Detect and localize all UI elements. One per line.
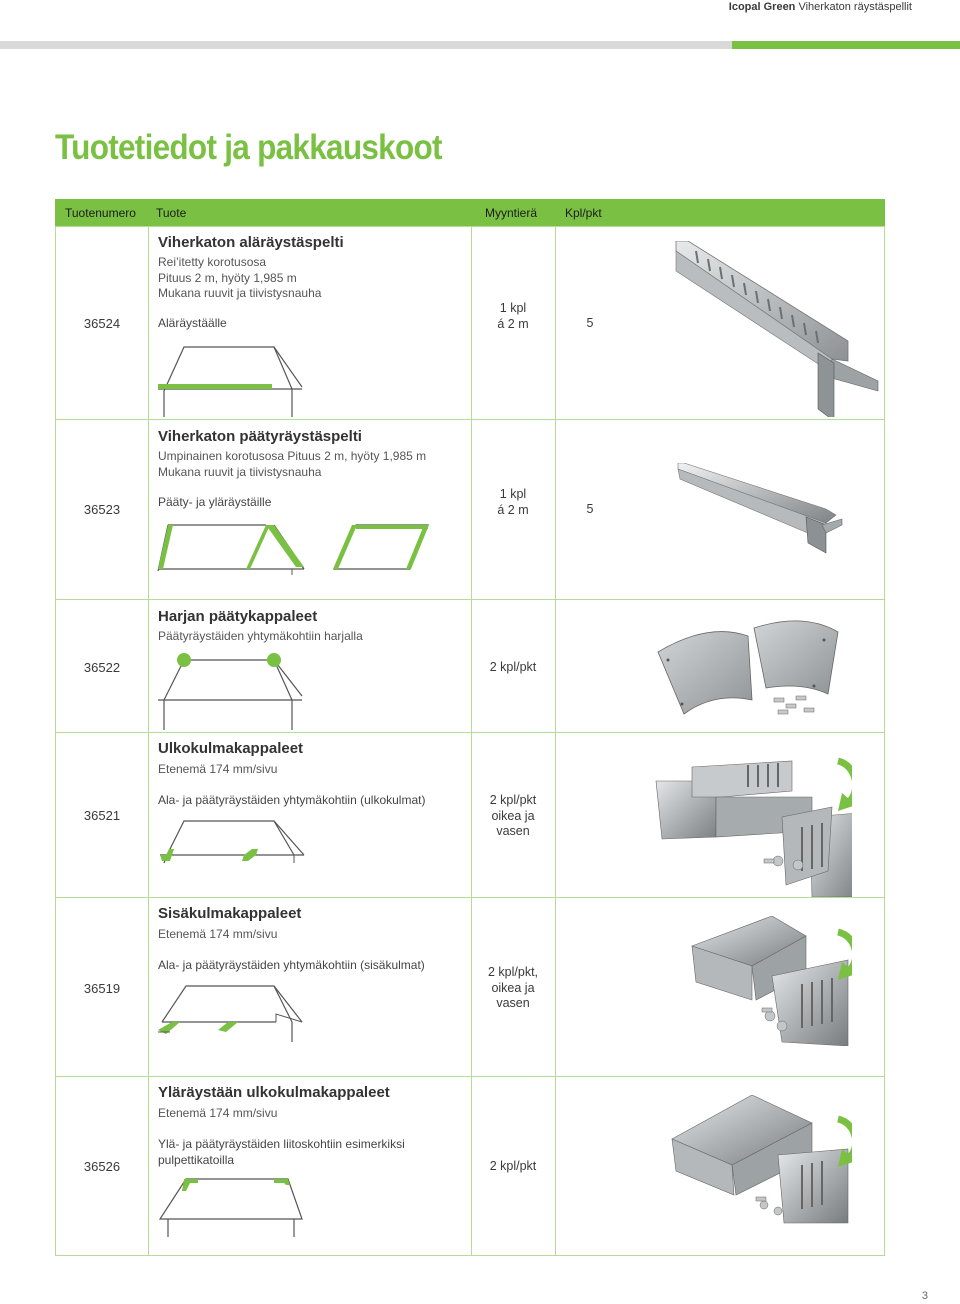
- gable-roof-eaves-icon: [156, 345, 308, 417]
- column-unit: Myyntierä: [485, 206, 538, 220]
- sales-unit-line: 2 kpl/pkt: [489, 793, 537, 807]
- product-name: Viherkaton aläräystäspelti: [158, 234, 344, 251]
- per-pack: 5: [586, 502, 594, 516]
- running-header: [729, 1, 912, 13]
- table-row: [55, 419, 885, 600]
- header-brand: Icopal Green: [728, 1, 796, 13]
- sales-unit: [472, 1159, 554, 1175]
- solid-gable-profile-photo: [676, 463, 846, 563]
- sales-unit-line: á 2 m: [497, 502, 529, 517]
- product-note: Ylä- ja päätyräystäiden liitoskohtiin esimerkiksi pulpettikatoilla: [158, 1137, 405, 1167]
- inner-corner-pieces-photo: [652, 916, 852, 1046]
- sales-unit-line: oikea ja: [491, 980, 535, 995]
- column-number: Tuotenumero: [65, 206, 136, 220]
- sales-unit: [472, 301, 554, 332]
- sales-unit-line: vasen: [496, 996, 530, 1010]
- product-detail: Rei’itetty korotusosa: [158, 255, 267, 269]
- sales-unit-line: 2 kpl/pkt: [489, 1159, 537, 1173]
- table-row: [55, 897, 885, 1077]
- sales-unit-line: 2 kpl/pkt: [489, 660, 537, 674]
- product-name: Harjan päätykappaleet: [158, 608, 318, 625]
- sales-unit-line: oikea ja: [491, 808, 535, 823]
- product-name: Ulkokulmakappaleet: [158, 740, 304, 757]
- product-number: 36524: [83, 316, 121, 331]
- product-note: Pääty- ja yläräystäille: [158, 495, 272, 509]
- page-number: 3: [921, 1290, 928, 1302]
- product-detail: Etenemä 174 mm/sivu: [158, 762, 278, 776]
- product-note: Ala- ja päätyräystäiden yhtymäkohtiin (sisäkulmat): [158, 958, 425, 972]
- product-detail: Etenemä 174 mm/sivu: [158, 927, 278, 941]
- table-row: [55, 226, 885, 420]
- product-detail: Etenemä 174 mm/sivu: [158, 1106, 278, 1120]
- outer-corner-roof-icon: [156, 819, 308, 865]
- sales-unit-line: 1 kpl: [499, 301, 527, 315]
- sales-unit: [472, 487, 554, 518]
- product-detail: Mukana ruuvit ja tiivistysnauha: [158, 286, 322, 300]
- product-number: 36522: [83, 660, 121, 675]
- product-detail: Pituus 2 m, hyöty 1,985 m: [158, 270, 297, 285]
- inner-corner-roof-icon: [156, 984, 308, 1044]
- product-number: 36521: [83, 808, 121, 823]
- product-note: Ala- ja päätyräystäiden yhtymäkohtiin (ulkokulmat): [158, 793, 426, 807]
- product-name: Viherkaton päätyräystäspelti: [158, 428, 362, 445]
- column-product: Tuote: [156, 206, 187, 220]
- product-note: Aläräystäälle: [158, 316, 227, 330]
- header-bar-grey: [0, 41, 732, 49]
- product-name: Yläräystään ulkokulmakappaleet: [158, 1084, 390, 1101]
- table-row: [55, 599, 885, 733]
- gable-and-upper-eaves-icons: [156, 523, 476, 575]
- ridge-end-pieces-photo: [654, 608, 844, 730]
- header-subtitle: Viherkaton räystäspellit: [798, 1, 912, 13]
- ridge-end-points-icon: [156, 652, 308, 732]
- sales-unit: [472, 965, 554, 1012]
- upper-corner-pieces-photo: [652, 1095, 852, 1225]
- table-header: [55, 199, 885, 226]
- sales-unit-line: á 2 m: [497, 316, 529, 331]
- outer-corner-pieces-photo: [652, 747, 852, 897]
- sales-unit-line: 1 kpl: [499, 487, 527, 501]
- product-number: 36526: [83, 1159, 121, 1174]
- perforated-eaves-profile-photo: [668, 241, 882, 417]
- column-perpack: Kpl/pkt: [565, 206, 602, 220]
- sales-unit-line: 2 kpl/pkt,: [487, 965, 539, 979]
- table-row: [55, 1076, 885, 1256]
- product-detail: Päätyräystäiden yhtymäkohtiin harjalla: [158, 629, 363, 643]
- sales-unit: [472, 793, 554, 840]
- table-row: [55, 732, 885, 898]
- product-detail: Mukana ruuvit ja tiivistysnauha: [158, 464, 322, 479]
- header-bar-green: [732, 41, 960, 49]
- product-number: 36523: [83, 502, 121, 517]
- product-name: Sisäkulmakappaleet: [158, 905, 302, 922]
- sales-unit: [472, 660, 554, 676]
- page-title: Tuotetiedot ja pakkauskoot: [55, 128, 442, 167]
- per-pack: 5: [586, 316, 594, 330]
- sales-unit-line: vasen: [496, 824, 530, 838]
- shed-roof-corner-icon: [156, 1177, 306, 1239]
- product-detail: Umpinainen korotusosa Pituus 2 m, hyöty 1,985 m: [158, 449, 427, 463]
- product-number: 36519: [83, 981, 121, 996]
